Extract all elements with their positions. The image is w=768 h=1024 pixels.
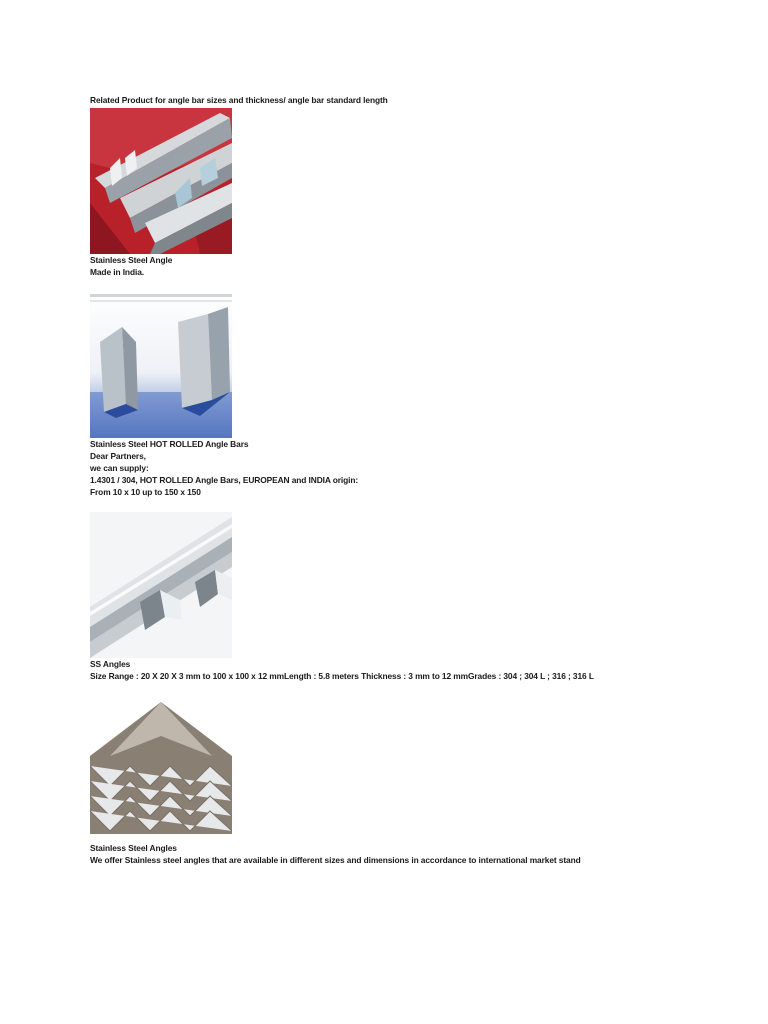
ss-angles-image bbox=[90, 512, 232, 658]
stacked-stainless-angles-image bbox=[90, 696, 232, 842]
stacked-stainless-angles-photo-icon bbox=[90, 696, 232, 842]
product-2-greeting: Dear Partners, bbox=[90, 451, 146, 461]
product-2-supply: we can supply: bbox=[90, 463, 149, 473]
product-3-name: SS Angles bbox=[90, 659, 131, 669]
product-4-name: Stainless Steel Angles bbox=[90, 843, 177, 853]
stainless-steel-angle-image bbox=[90, 108, 232, 254]
document-page bbox=[90, 94, 730, 866]
hot-rolled-angle-bars-image bbox=[90, 292, 232, 438]
product-4-description: We offer Stainless steel angles that are available in different sizes and dimensions in accordance to international market stand bbox=[90, 855, 581, 865]
stainless-steel-angle-photo-icon bbox=[90, 108, 232, 254]
ss-angles-photo-icon bbox=[90, 512, 232, 658]
product-2-grade: 1.4301 / 304, HOT ROLLED Angle Bars, EUROPEAN and INDIA origin: bbox=[90, 475, 359, 485]
product-2-size: From 10 x 10 up to 150 x 150 bbox=[90, 487, 201, 497]
hot-rolled-angle-bars-photo-icon bbox=[90, 292, 232, 438]
product-2-name: Stainless Steel HOT ROLLED Angle Bars bbox=[90, 439, 249, 449]
page-heading: Related Product for angle bar sizes and thickness/ angle bar standard length bbox=[90, 95, 388, 105]
product-1-name: Stainless Steel Angle bbox=[90, 255, 173, 265]
product-3-specs: Size Range : 20 X 20 X 3 mm to 100 x 100 x 12 mmLength : 5.8 meters Thickness : 3 mm to 12 mmGrades : 304 ; 304 L ; 316 ; 316 L bbox=[90, 671, 594, 681]
product-1-origin: Made in India. bbox=[90, 267, 144, 277]
